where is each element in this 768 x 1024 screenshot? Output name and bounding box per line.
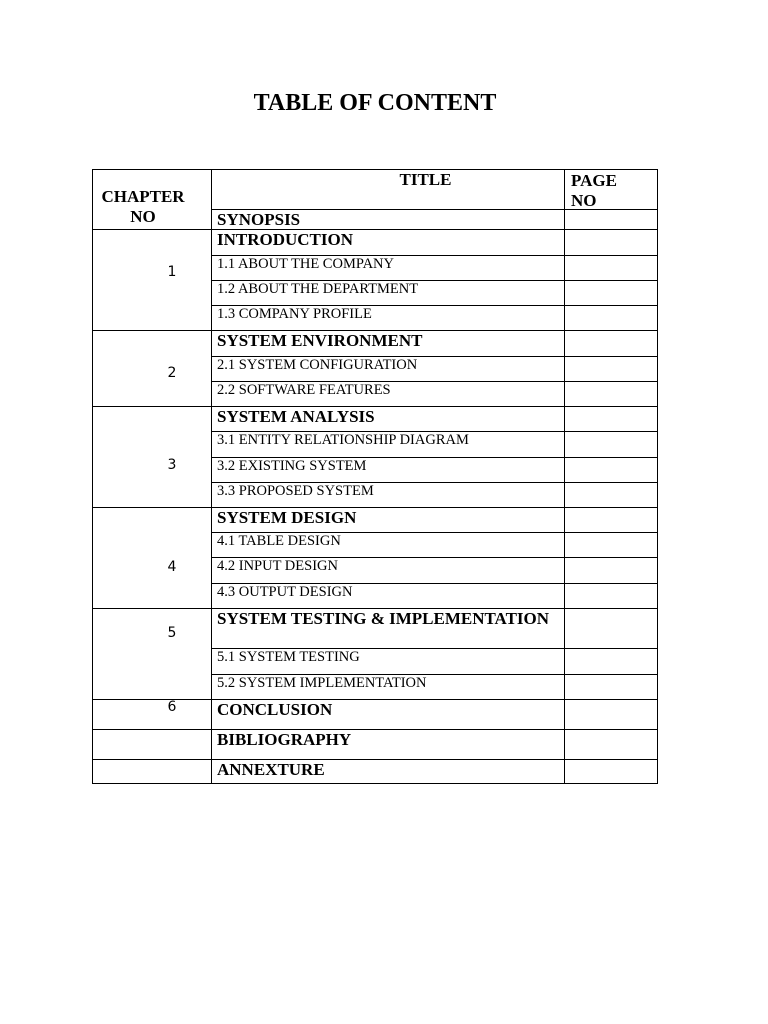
header-chapter-no: CHAPTER NO: [101, 187, 185, 226]
chapter-heading: INTRODUCTION: [217, 230, 354, 249]
chapter-heading: SYSTEM TESTING & IMPLEMENTATION: [217, 609, 550, 628]
chapter-group-divider: [92, 608, 212, 609]
section-entry: 5.1 SYSTEM TESTING: [217, 649, 360, 665]
header-page-no: PAGE NO: [571, 171, 617, 210]
chapter-group-divider: [92, 229, 212, 230]
section-entry: 4.2 INPUT DESIGN: [217, 558, 338, 574]
section-entry: 3.3 PROPOSED SYSTEM: [217, 483, 374, 499]
chapter-group-divider: [92, 507, 212, 508]
table-border-top: [92, 169, 658, 170]
toc-table: [92, 169, 658, 784]
table-border-bottom: [92, 783, 658, 784]
chapter-group-divider: [92, 330, 212, 331]
chapter-heading: SYSTEM ENVIRONMENT: [217, 331, 423, 350]
chapter-number: 3: [167, 457, 177, 473]
chapter-group-divider: [92, 406, 212, 407]
chapter-number: 4: [167, 559, 177, 575]
column-divider: [211, 169, 212, 784]
chapter-heading: CONCLUSION: [217, 700, 333, 719]
section-entry: 5.2 SYSTEM IMPLEMENTATION: [217, 675, 427, 691]
chapter-group-divider: [92, 759, 212, 760]
chapter-number: 1: [167, 264, 177, 280]
section-entry: 1.3 COMPANY PROFILE: [217, 306, 372, 322]
document-title: TABLE OF CONTENT: [253, 90, 497, 116]
section-entry: 4.1 TABLE DESIGN: [217, 533, 341, 549]
chapter-number: 6: [167, 699, 177, 715]
section-entry: 2.1 SYSTEM CONFIGURATION: [217, 357, 418, 373]
table-border-left: [92, 169, 93, 784]
chapter-heading: SYNOPSIS: [217, 210, 301, 229]
chapter-heading: ANNEXTURE: [217, 760, 325, 779]
header-title: TITLE: [399, 170, 452, 189]
chapter-heading: SYSTEM DESIGN: [217, 508, 357, 527]
chapter-heading: BIBLIOGRAPHY: [217, 730, 352, 749]
column-divider: [564, 169, 565, 784]
section-entry: 2.2 SOFTWARE FEATURES: [217, 382, 391, 398]
chapter-number: 2: [167, 365, 177, 381]
section-entry: 1.2 ABOUT THE DEPARTMENT: [217, 281, 419, 297]
section-entry: 1.1 ABOUT THE COMPANY: [217, 256, 394, 272]
section-entry: 3.2 EXISTING SYSTEM: [217, 458, 367, 474]
section-entry: 4.3 OUTPUT DESIGN: [217, 584, 353, 600]
section-entry: 3.1 ENTITY RELATIONSHIP DIAGRAM: [217, 432, 469, 448]
chapter-group-divider: [92, 729, 212, 730]
table-border-right: [657, 169, 658, 784]
chapter-number: 5: [167, 625, 177, 641]
chapter-heading: SYSTEM ANALYSIS: [217, 407, 375, 426]
